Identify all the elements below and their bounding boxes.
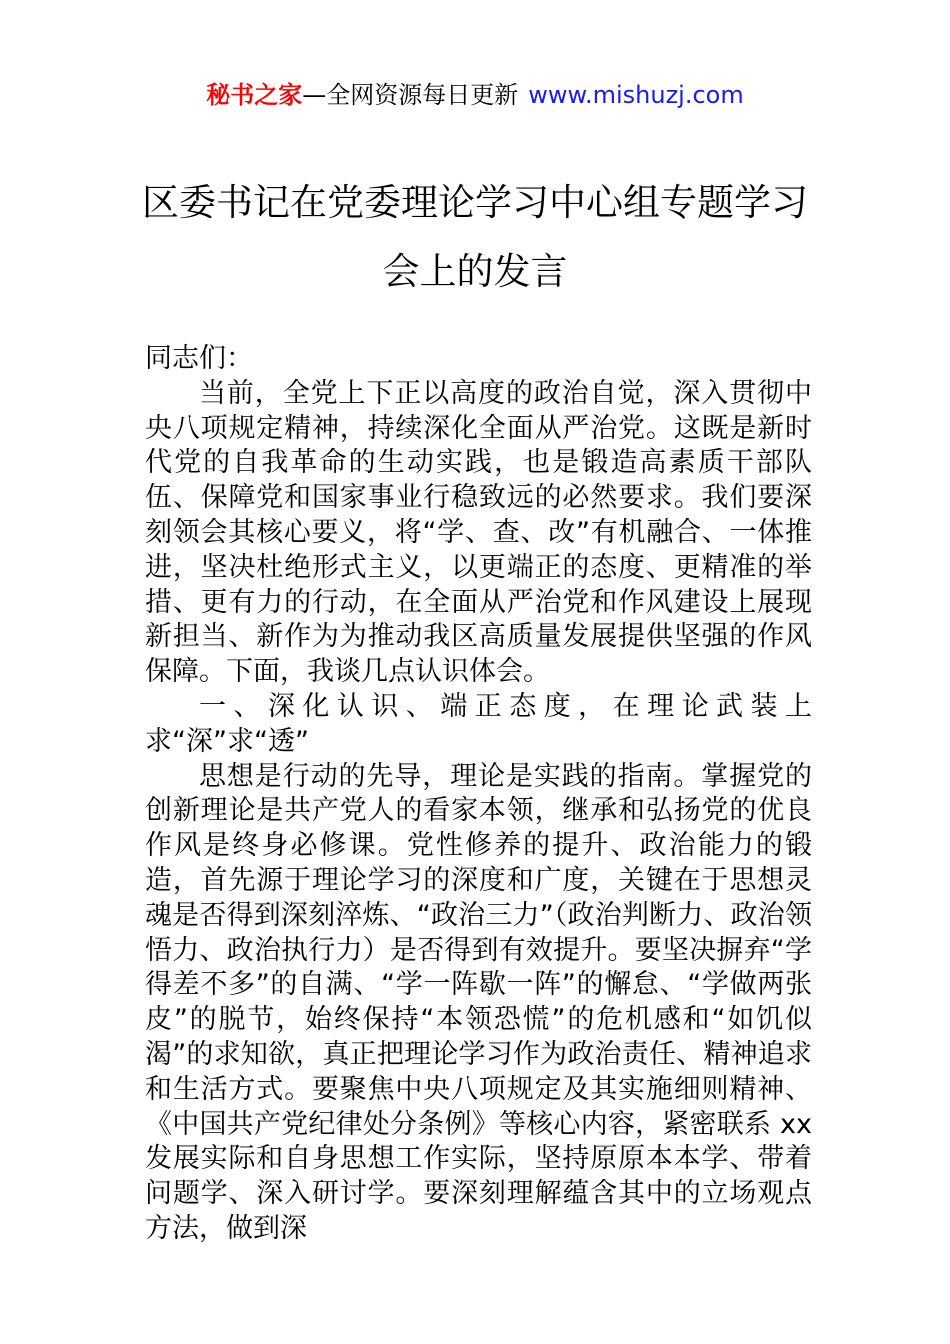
paragraph-section-1: 思想是行动的先导，理论是实践的指南。掌握党的创新理论是共产党人的看家本领，继承和弘扬党的优良作风是终身必修课。党性修养的提升、政治能力的锻造，首先源于理论学习的深度和广度，关键在于思想灵魂是否得到深刻淬炼、“政治三力”（政治判断力、政治领悟力、政治执行力）是否得到有效提升。要坚决摒弃“学得差不多”的自满、“学一阵歇一阵”的懈怠、“学做两张皮”的脱节，始终保持“本领恐慌”的危机感和“如饥似渴”的求知欲，真正把理论学习作为政治责任、精神追求和生活方式。要聚焦中央八项规定及其实施细则精神、《中国共产党纪律处分条例》等核心内容，紧密联系 xx 发展实际和自身思想工作实际，坚持原原本本学、带着问题学、深入研讨学。要深刻理解蕴含其中的立场观点方法，做到深 <box>145 760 812 1244</box>
document-title-line1: 区委书记在党委理论学习中心组专题学习 <box>142 181 808 224</box>
salutation: 同志们： <box>145 343 253 374</box>
site-brand: 秘书之家 <box>206 81 303 109</box>
document-title <box>0 168 950 306</box>
paragraph-intro: 当前，全党上下正以高度的政治自觉，深入贯彻中央八项规定精神，持续深化全面从严治党。这既是新时代党的自我革命的生动实践，也是锻造高素质干部队伍、保障党和国家事业行稳致远的必然要求。我们要深刻领会其核心要义，将“学、查、改”有机融合、一体推进，坚决杜绝形式主义，以更端正的态度、更精准的举措、更有力的行动，在全面从严治党和作风建设上展现新担当、新作为为推动我区高质量发展提供坚强的作风保障。下面，我谈几点认识体会。 <box>145 377 812 688</box>
document-title-line2: 会上的发言 <box>382 250 568 293</box>
section-heading-1: 一、深化认识、端正态度，在理论武装上求“深”求“透” <box>145 690 812 757</box>
site-header <box>0 0 950 110</box>
document-body <box>145 342 812 1247</box>
site-tagline: —全网资源每日更新 <box>302 81 519 109</box>
site-url[interactable]: www.mishuzj.com <box>528 81 744 109</box>
